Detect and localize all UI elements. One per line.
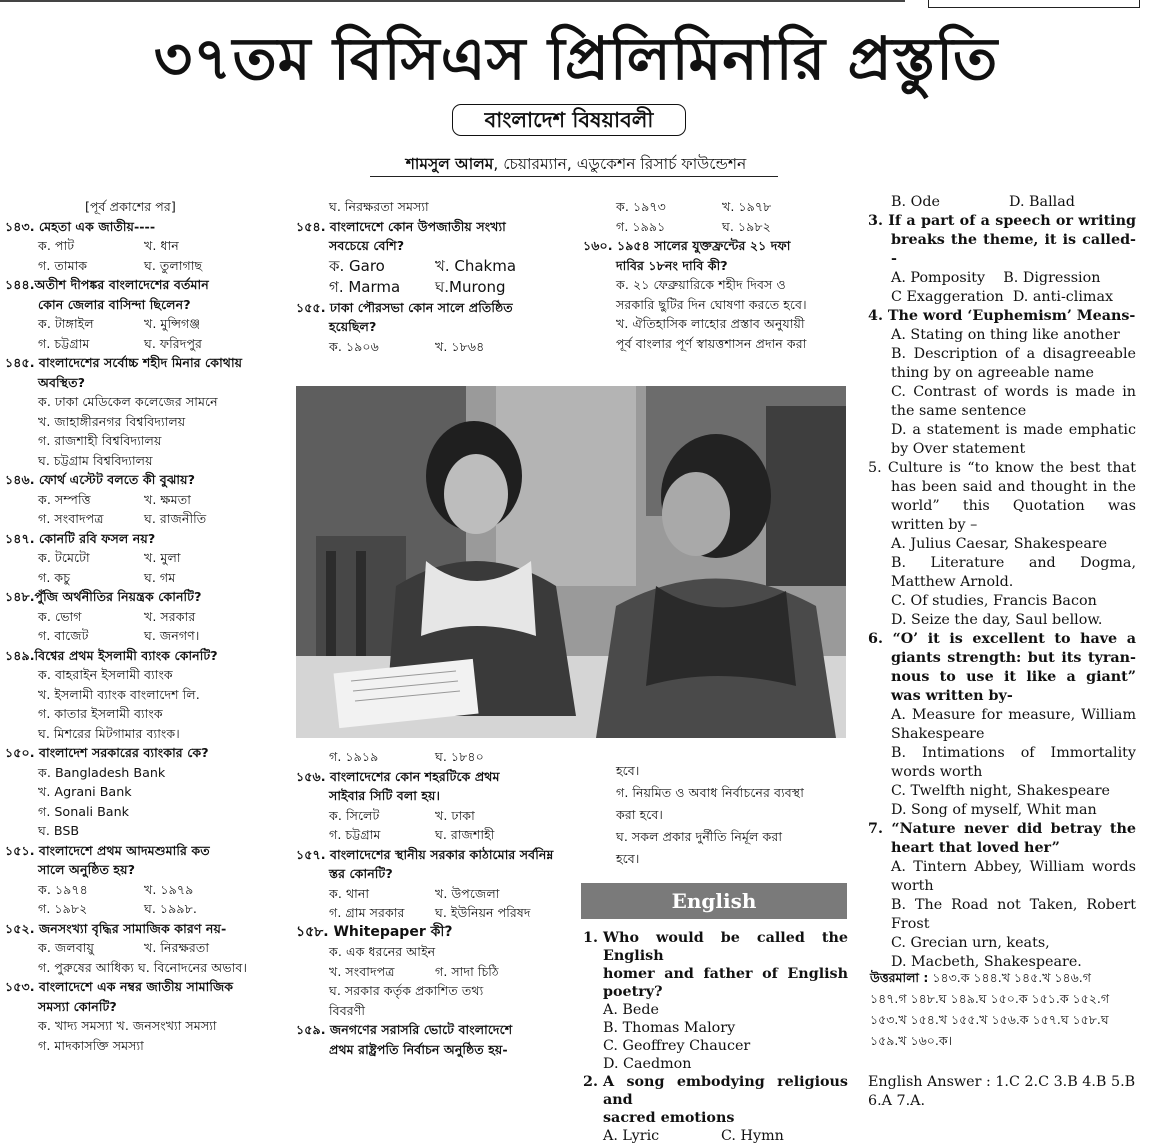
- options-156-ab: [296, 806, 576, 826]
- option: A. Pomposity B. Digression: [891, 270, 1101, 286]
- options-144-ab: [5, 314, 287, 334]
- options-157-cd: [296, 903, 576, 923]
- options-147-ab: [5, 548, 287, 568]
- question-144-cont: কোন জেলার বাসিন্দা ছিলেন?: [38, 296, 191, 312]
- column-3-bottom: [583, 760, 848, 870]
- answer-line: ১৫৯.খ ১৬০.ক।: [870, 1033, 953, 1048]
- answer-key-english: [868, 1073, 1136, 1111]
- option: ক. ১৯০৬: [329, 338, 379, 354]
- column-2-bottom: [296, 747, 576, 1059]
- option: খ. Chakma: [435, 256, 517, 275]
- option: D. Caedmon: [603, 1056, 692, 1072]
- question-149: ১৪৯.বিশ্বের প্রথম ইসলামী ব্যাংক কোনটি?: [5, 647, 218, 663]
- question-160: ১৬০. ১৯৫৪ সালের যুক্তফ্রন্টের ২১ দফা: [583, 238, 791, 253]
- option: ঘ. সকল প্রকার দুর্নীতি নির্মূল করা: [616, 829, 783, 844]
- option: ঘ. রাজনীতি: [144, 511, 207, 526]
- answer-label: উত্তরমালা :: [870, 970, 929, 985]
- question-152: ১৫২. জনসংখ্যা বৃদ্ধির সামাজিক কারণ নয়-: [5, 920, 227, 936]
- page-title: ৩৭তম বিসিএস প্রিলিমিনারি প্রস্তুতি: [153, 24, 999, 93]
- english-question-2: [583, 1073, 848, 1109]
- option: ঘ. ফরিদপুর: [144, 335, 203, 351]
- question-154-cont: সবচেয়ে বেশি?: [329, 238, 405, 253]
- option: C. Of studies, Francis Bacon: [891, 593, 1097, 609]
- english-question-5: 5. Culture is “to know the best that has been said and thought in the world” this Quotation was written by –: [868, 460, 1136, 533]
- options-159-ab: [583, 197, 848, 217]
- option: গ. ১৯৯১: [616, 218, 666, 234]
- option: A. Julius Caesar, Shakespeare: [891, 536, 1108, 552]
- answer-line: ১৪৭.গ ১৪৮.ঘ ১৪৯.ঘ ১৫০.ক ১৫১.ক ১৫২.গ: [870, 991, 1110, 1006]
- options-e2-bd: [868, 193, 1136, 212]
- question-text: Who would be called the English: [603, 930, 848, 964]
- english-question-7: 7. “Nature never did betray the heart that loved her”: [868, 821, 1136, 856]
- option: গ. পুরুষের আধিক্য ঘ. বিনোদনের অভাব।: [38, 959, 247, 975]
- question-number: 2.: [583, 1074, 598, 1090]
- option: গ. চট্টগ্রাম: [329, 827, 381, 842]
- option: গ. সাদা চিঠি: [435, 963, 499, 979]
- options-156-cd: [296, 825, 576, 845]
- top-box: [928, 0, 1140, 8]
- option: C. Geoffrey Chaucer: [603, 1038, 751, 1054]
- question-156-cont: সাইবার সিটি বলা হয়।: [329, 788, 441, 803]
- option: খ. ইসলামী ব্যাংক বাংলাদেশ লি.: [38, 686, 200, 702]
- english-question-1-cont: homer and father of English: [603, 966, 848, 982]
- option: ক. ভোগ: [38, 608, 82, 624]
- option: খ. জাহাঙ্গীরনগর বিশ্ববিদ্যালয়: [38, 413, 186, 429]
- option-cont: হবে।: [616, 851, 640, 866]
- option: ক. পাট: [38, 238, 75, 253]
- option: খ. ঢাকা: [435, 807, 475, 823]
- options-143-ab: [5, 236, 287, 256]
- column-3-top: [583, 197, 848, 353]
- option: ক. জলবায়ু: [38, 940, 94, 955]
- option: খ. মুন্সিগঞ্জ: [144, 316, 201, 331]
- option: D. a statement is made emphatic by Over statement: [891, 422, 1136, 457]
- author-underline: [370, 176, 778, 177]
- question-159-cont: প্রথম রাষ্ট্রপতি নির্বাচন অনুষ্ঠিত হয়-: [329, 1041, 508, 1057]
- options-158-bc: [296, 962, 576, 982]
- article-photo: [296, 386, 846, 738]
- options-151-cd: [5, 899, 287, 919]
- question-155: ১৫৫. ঢাকা পৌরসভা কোন সালে প্রতিষ্ঠিত: [296, 299, 513, 315]
- option: B. Description of a disagreeable thing by on agreeable name: [891, 346, 1136, 381]
- question-145: ১৪৫. বাংলাদেশের সর্বোচ্চ শহীদ মিনার কোথায়: [5, 355, 243, 370]
- option: B. Literature and Dogma, Matthew Arnold.: [891, 555, 1136, 590]
- option-cont: হবে।: [616, 763, 640, 778]
- answer-values: ১৪৩.ক ১৪৪.খ ১৪৫.খ ১৪৬.গ: [928, 970, 1091, 985]
- option: ঘ. ইউনিয়ন পরিষদ: [435, 905, 531, 920]
- option: ক. খাদ্য সমস্যা খ. জনসংখ্যা সমস্যা: [38, 1018, 217, 1033]
- question-160-cont: দাবির ১৮নং দাবি কী?: [616, 257, 728, 273]
- options-146-cd: [5, 509, 287, 529]
- option: ক. Garo: [329, 256, 385, 275]
- options-146-ab: [5, 490, 287, 510]
- option: ঘ. ১৯৮২: [722, 218, 771, 234]
- option: ক. ২১ ফেব্রুয়ারিকে শহীদ দিবস ও: [616, 277, 786, 292]
- question-156: ১৫৬. বাংলাদেশের কোন শহরটিকে প্রথম: [296, 768, 500, 784]
- question-155-cont: হয়েছিল?: [329, 319, 377, 334]
- english-question-1-cont: poetry?: [603, 984, 663, 1000]
- options-151-ab: [5, 880, 287, 900]
- option: খ. ১৯৭৯: [144, 881, 194, 897]
- option: A. Tintern Abbey, William words worth: [891, 859, 1136, 894]
- option: ঘ.Murong: [435, 277, 506, 296]
- option: খ. মুলা: [144, 550, 181, 565]
- option: ঘ. ১৯৯৮.: [144, 901, 197, 916]
- answer-line: [870, 967, 1138, 988]
- option-cont: সরকারি ছুটির দিন ঘোষণা করতে হবে।: [616, 296, 807, 312]
- options-155-cd: [296, 747, 576, 767]
- question-157: ১৫৭. বাংলাদেশের স্থানীয় সরকার কাঠামোর সর্বনিম্ন: [296, 846, 554, 862]
- options-154-ab: [296, 256, 576, 277]
- option: ঘ. মিশরের মিটগামার ব্যাংক।: [38, 725, 180, 741]
- question-146: ১৪৬. ফোর্থ এস্টেট বলতে কী বুঝায়?: [5, 472, 195, 487]
- question-144: ১৪৪.অতীশ দীপঙ্কর বাংলাদেশের বর্তমান: [5, 277, 209, 292]
- english-question-4: 4. The word ‘Euphemism’ Means-: [868, 308, 1136, 324]
- english-section-heading: English: [581, 883, 847, 919]
- option: ঘ. চট্টগ্রাম বিশ্ববিদ্যালয়: [38, 452, 153, 468]
- option: ক. ১৯৭৩: [616, 199, 666, 214]
- author-role: , চেয়ারম্যান, এডুকেশন রিসার্চ ফাউন্ডেশন: [493, 155, 747, 173]
- option: গ. কাতার ইসলামী ব্যাংক: [38, 706, 163, 721]
- options-148-cd: [5, 626, 287, 646]
- option: গ. তামাক: [38, 257, 88, 273]
- answer-key-bangla: [870, 967, 1138, 1051]
- option: খ. উপজেলা: [435, 885, 500, 901]
- option: D. Song of myself, Whit man: [891, 802, 1097, 818]
- option: D. Ballad: [1009, 194, 1075, 210]
- option: গ. সংবাদপত্র: [38, 511, 104, 526]
- option: গ. গ্রাম সরকার: [329, 905, 405, 920]
- column-1: [5, 197, 287, 1055]
- option: ক. সিলেট: [329, 807, 380, 823]
- english-question-6: 6. “O’ it is excellent to have a giants strength: but its tyran-nous to use it like a giant” was written by-: [868, 631, 1136, 704]
- question-159: ১৫৯. জনগণের সরাসরি ভোটে বাংলাদেশে: [296, 1022, 513, 1037]
- option: গ. ১৯১৯: [329, 749, 379, 764]
- options-159-cd: [583, 217, 848, 237]
- option: A. Stating on thing like another: [891, 327, 1120, 343]
- option: B. Ode: [891, 194, 940, 210]
- question-153-cont: সমস্যা কোনটি?: [38, 998, 117, 1014]
- option: খ. ১৯৭৮: [722, 199, 772, 214]
- english-question-3: 3. If a part of a speech or writing breaks the theme, it is called--: [868, 213, 1136, 267]
- option: গ. রাজশাহী বিশ্ববিদ্যালয়: [38, 433, 162, 448]
- option: ক. টমেটো: [38, 550, 90, 565]
- options-148-ab: [5, 607, 287, 627]
- options-e2-ac: [583, 1127, 848, 1145]
- option-cont: করা হবে।: [616, 807, 663, 822]
- option: C. Contrast of words is made in the same sentence: [891, 384, 1136, 419]
- option: B. Intimations of Immortality words worth: [891, 745, 1136, 780]
- options-152-ab: [5, 938, 287, 958]
- question-148: ১৪৮.পুঁজি অর্থনীতির নিয়ন্ত্রক কোনটি?: [5, 589, 202, 604]
- options-157-ab: [296, 884, 576, 904]
- question-151: ১৫১. বাংলাদেশে প্রথম আদমশুমারি কত: [5, 842, 210, 858]
- option: খ. ১৮৬৪: [435, 338, 485, 354]
- option: C Exaggeration D. anti-climax: [891, 289, 1114, 305]
- option: ঘ. BSB: [38, 823, 80, 838]
- question-153: ১৫৩. বাংলাদেশে এক নম্বর জাতীয় সামাজিক: [5, 979, 234, 994]
- english-question-2-cont: sacred emotions: [603, 1110, 735, 1126]
- question-157-cont: স্তর কোনটি?: [329, 866, 393, 881]
- option: D. Seize the day, Saul bellow.: [891, 612, 1103, 628]
- question-158: ১৫৮. Whitepaper কী?: [296, 923, 453, 940]
- column-4: [868, 193, 1136, 972]
- option: C. Hymn: [721, 1128, 784, 1144]
- answer-line: English Answer : 1.C 2.C 3.B 4.B 5.B: [868, 1074, 1136, 1090]
- option: ঘ. গম: [144, 569, 176, 585]
- option: গ. চট্টগ্রাম: [38, 335, 90, 351]
- options-143-cd: [5, 256, 287, 276]
- photo-illustration: [296, 386, 846, 738]
- option: ঘ. সরকার কর্তৃক প্রকাশিত তথ্য: [329, 983, 484, 998]
- option: ক. বাহরাইন ইসলামী ব্যাংক: [38, 667, 173, 682]
- option: গ. Marma: [329, 277, 401, 296]
- option: খ. ধান: [144, 238, 179, 253]
- options-155-ab: [296, 337, 576, 357]
- option: খ. Agrani Bank: [38, 784, 132, 799]
- option: ঘ. ১৮৪০: [435, 749, 484, 764]
- author-line: [0, 152, 1152, 178]
- option: A. Lyric: [603, 1128, 660, 1144]
- options-154-cd: [296, 277, 576, 298]
- option: গ. মাদকাসক্তি সমস্যা: [38, 1037, 144, 1053]
- option: খ. সংবাদপত্র: [329, 963, 395, 979]
- option: ঘ. তুলাগাছ: [144, 257, 203, 273]
- option: ঘ. রাজশাহী: [435, 827, 495, 842]
- option: ক. এক ধরনের আইন: [329, 944, 436, 959]
- option: ক. Bangladesh Bank: [38, 764, 166, 780]
- options-147-cd: [5, 568, 287, 588]
- question-145-cont: অবস্থিত?: [38, 374, 85, 390]
- option: D. Macbeth, Shakespeare.: [891, 954, 1082, 970]
- option: খ. ক্ষমতা: [144, 491, 191, 507]
- option: ক. ঢাকা মেডিকেল কলেজের সামনে: [38, 394, 218, 409]
- option: ক. থানা: [329, 885, 370, 901]
- option: খ. সরকার: [144, 608, 196, 624]
- english-question-1: [583, 929, 848, 965]
- option: B. Thomas Malory: [603, 1020, 736, 1036]
- option: গ. বাজেট: [38, 628, 89, 643]
- option: ঘ. জনগণ।: [144, 628, 200, 643]
- top-rule: [0, 0, 905, 2]
- option-cont: বিবরণী: [329, 1002, 366, 1018]
- answer-line: 6.A 7.A.: [868, 1093, 926, 1109]
- option: ক. ১৯৭৪: [38, 881, 88, 897]
- option: গ. ১৯৮২: [38, 901, 88, 916]
- option: B. The Road not Taken, Robert Frost: [891, 897, 1136, 932]
- options-144-cd: [5, 334, 287, 354]
- option: A. Bede: [603, 1002, 659, 1018]
- option: A. Measure for measure, William Shakespeare: [891, 707, 1136, 742]
- option: গ. কচু: [38, 569, 71, 585]
- column-2-top: [296, 197, 576, 356]
- option: গ. নিয়মিত ও অবাধ নির্বাচনের ব্যবস্থা: [616, 785, 804, 800]
- option: C. Twelfth night, Shakespeare: [891, 783, 1110, 799]
- question-143: ১৪৩. মেহতা এক জাতীয়----: [5, 218, 156, 234]
- question-number: 1.: [583, 930, 598, 946]
- option: গ. Sonali Bank: [38, 803, 129, 819]
- answer-line: ১৫৩.খ ১৫৪.খ ১৫৫.খ ১৫৬.ক ১৫৭.ঘ ১৫৮.ঘ: [870, 1012, 1109, 1027]
- option: ঘ. নিরক্ষরতা সমস্যা: [329, 199, 429, 214]
- question-154: ১৫৪. বাংলাদেশে কোন উপজাতীয় সংখ্যা: [296, 218, 506, 234]
- option-cont: পূর্ব বাংলার পূর্ণ স্বায়ত্তশাসন প্রদান করা: [616, 335, 807, 351]
- question-text: A song embodying religious and: [603, 1074, 848, 1108]
- author-name: শামসুল আলম: [405, 155, 494, 173]
- question-147: ১৪৭. কোনটি রবি ফসল নয়?: [5, 530, 156, 546]
- option: ক. টাঙ্গাইল: [38, 316, 94, 331]
- continued-note: [পূর্ব প্রকাশের পর]: [85, 199, 176, 214]
- option: খ. নিরক্ষরতা: [144, 940, 210, 955]
- option: C. Grecian urn, keats,: [891, 935, 1050, 951]
- question-151-cont: সালে অনুষ্ঠিত হয়?: [38, 862, 135, 877]
- question-150: ১৫০. বাংলাদেশ সরকারের ব্যাংকার কে?: [5, 745, 209, 760]
- option: খ. ঐতিহাসিক লাহোর প্রস্তাব অনুযায়ী: [616, 316, 805, 331]
- section-subtitle: বাংলাদেশ বিষয়াবলী: [452, 104, 686, 136]
- option: ক. সম্পত্তি: [38, 491, 91, 507]
- english-questions-start: [583, 929, 848, 1145]
